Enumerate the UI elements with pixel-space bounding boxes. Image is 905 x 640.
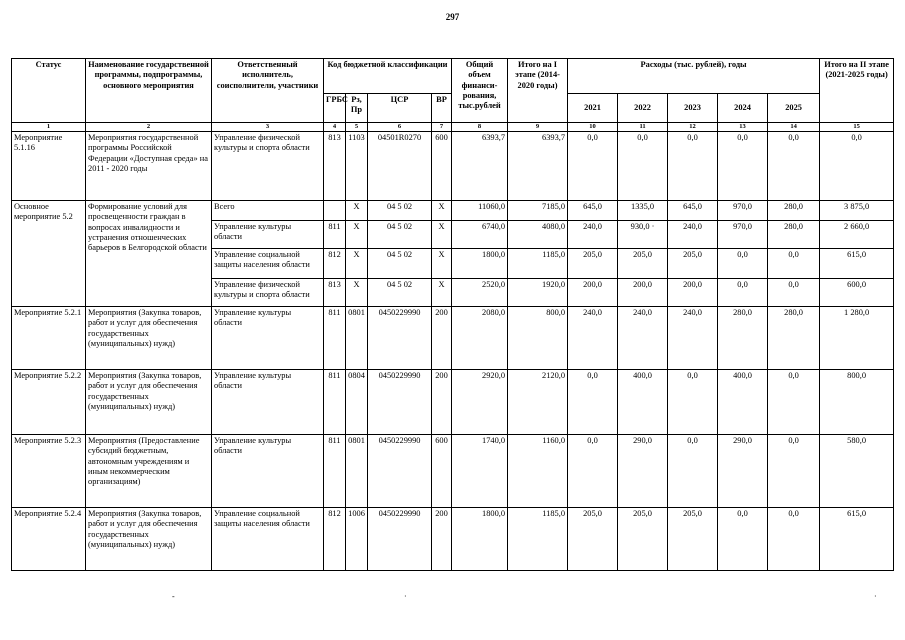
row-y2022: 290,0 xyxy=(618,435,668,508)
row-rzpr: Х xyxy=(346,221,368,249)
row-csr: 04 5 02 xyxy=(368,249,432,279)
column-number: 3 xyxy=(212,123,324,132)
header-vr: ВР xyxy=(432,94,452,123)
row-responsible: Управление культуры области xyxy=(212,221,324,249)
column-number: 5 xyxy=(346,123,368,132)
row-y2022: 0,0 xyxy=(618,132,668,201)
row-y2025: 0,0 xyxy=(768,435,820,508)
row-y2025: 0,0 xyxy=(768,132,820,201)
row-y2021: 0,0 xyxy=(568,435,618,508)
row-y2022: 1335,0 xyxy=(618,201,668,221)
row-csr: 0450229990 xyxy=(368,508,432,571)
row-rzpr: 1006 xyxy=(346,508,368,571)
column-number: 7 xyxy=(432,123,452,132)
row-y2024: 970,0 xyxy=(718,221,768,249)
row-y2022: 205,0 xyxy=(618,249,668,279)
row-total: 6740,0 xyxy=(452,221,508,249)
table-row xyxy=(12,370,894,435)
row-name: Мероприятия государственной программы Российской Федерации «Доступная среда» на 2011 - 2020 годы xyxy=(86,132,212,201)
row-y2023: 205,0 xyxy=(668,508,718,571)
row-y2025: 0,0 xyxy=(768,370,820,435)
row-stage2: 615,0 xyxy=(820,249,894,279)
row-vr: 200 xyxy=(432,370,452,435)
row-csr: 04501R0270 xyxy=(368,132,432,201)
row-csr: 0450229990 xyxy=(368,435,432,508)
row-y2023: 205,0 xyxy=(668,249,718,279)
row-rzpr: Х xyxy=(346,201,368,221)
row-stage1: 1185,0 xyxy=(508,249,568,279)
row-responsible: Управление физической культуры и спорта области xyxy=(212,132,324,201)
row-name: Мероприятия (Закупка товаров, работ и услуг для обеспечения государственных (муниципальных) нужд) xyxy=(86,370,212,435)
row-y2023: 0,0 xyxy=(668,132,718,201)
header-year: 2022 xyxy=(618,94,668,123)
row-stage1: 7185,0 xyxy=(508,201,568,221)
row-rzpr: Х xyxy=(346,249,368,279)
row-stage1: 6393,7 xyxy=(508,132,568,201)
row-y2023: 200,0 xyxy=(668,279,718,307)
row-responsible: Управление культуры области xyxy=(212,307,324,370)
row-total: 1800,0 xyxy=(452,508,508,571)
row-vr: Х xyxy=(432,201,452,221)
column-number: 15 xyxy=(820,123,894,132)
page-number: 297 xyxy=(445,12,460,22)
row-rzpr: Х xyxy=(346,279,368,307)
row-stage2: 580,0 xyxy=(820,435,894,508)
column-number: 12 xyxy=(668,123,718,132)
header-year: 2023 xyxy=(668,94,718,123)
table-row xyxy=(12,508,894,571)
row-grbs: 812 xyxy=(324,249,346,279)
row-vr: Х xyxy=(432,249,452,279)
column-number: 9 xyxy=(508,123,568,132)
header-year: 2021 xyxy=(568,94,618,123)
row-responsible: Управление культуры области xyxy=(212,370,324,435)
row-stage1: 800,0 xyxy=(508,307,568,370)
header-stage1: Итого на I этапе (2014-2020 годы) xyxy=(508,59,568,123)
row-y2024: 290,0 xyxy=(718,435,768,508)
column-number: 11 xyxy=(618,123,668,132)
row-stage1: 1160,0 xyxy=(508,435,568,508)
row-csr: 04 5 02 xyxy=(368,201,432,221)
row-y2025: 280,0 xyxy=(768,201,820,221)
budget-table xyxy=(11,58,894,571)
row-grbs: 811 xyxy=(324,370,346,435)
row-stage2: 0,0 xyxy=(820,132,894,201)
row-y2023: 240,0 xyxy=(668,221,718,249)
row-grbs: 811 xyxy=(324,221,346,249)
header-grbs: ГРБС xyxy=(324,94,346,123)
row-vr: 600 xyxy=(432,132,452,201)
row-y2021: 205,0 xyxy=(568,508,618,571)
row-csr: 04 5 02 xyxy=(368,279,432,307)
row-total: 2080,0 xyxy=(452,307,508,370)
row-rzpr: 1103 xyxy=(346,132,368,201)
row-rzpr: 0804 xyxy=(346,370,368,435)
row-stage1: 1920,0 xyxy=(508,279,568,307)
row-total: 2520,0 xyxy=(452,279,508,307)
row-name: Мероприятия (Закупка товаров, работ и услуг для обеспечения государственных (муниципальных) нужд) xyxy=(86,508,212,571)
row-y2024: 280,0 xyxy=(718,307,768,370)
column-number-row xyxy=(12,123,894,132)
row-total: 1800,0 xyxy=(452,249,508,279)
column-number: 8 xyxy=(452,123,508,132)
table-row xyxy=(12,435,894,508)
row-vr: Х xyxy=(432,279,452,307)
row-stage2: 1 280,0 xyxy=(820,307,894,370)
row-y2021: 0,0 xyxy=(568,132,618,201)
row-grbs xyxy=(324,201,346,221)
row-stage2: 3 875,0 xyxy=(820,201,894,221)
row-csr: 0450229990 xyxy=(368,307,432,370)
header-status: Статус xyxy=(12,59,86,123)
header-year: 2025 xyxy=(768,94,820,123)
row-stage2: 800,0 xyxy=(820,370,894,435)
row-vr: 200 xyxy=(432,508,452,571)
row-y2021: 645,0 xyxy=(568,201,618,221)
header-total: Общий объем финанси-рования, тыс.рублей xyxy=(452,59,508,123)
row-y2025: 0,0 xyxy=(768,279,820,307)
row-y2025: 0,0 xyxy=(768,508,820,571)
row-grbs: 811 xyxy=(324,435,346,508)
row-y2024: 0,0 xyxy=(718,279,768,307)
row-y2021: 205,0 xyxy=(568,249,618,279)
row-y2022: 200,0 xyxy=(618,279,668,307)
row-csr: 04 5 02 xyxy=(368,221,432,249)
row-grbs: 813 xyxy=(324,279,346,307)
row-y2023: 0,0 xyxy=(668,370,718,435)
row-y2024: 400,0 xyxy=(718,370,768,435)
row-y2022: 205,0 xyxy=(618,508,668,571)
row-stage1: 4080,0 xyxy=(508,221,568,249)
header-responsible: Ответственный исполнитель, соисполнители, участники xyxy=(212,59,324,123)
column-number: 4 xyxy=(324,123,346,132)
row-y2024: 970,0 xyxy=(718,201,768,221)
row-y2022: 930,0 · xyxy=(618,221,668,249)
row-responsible: Управление социальной защиты населения области xyxy=(212,508,324,571)
row-y2021: 240,0 xyxy=(568,221,618,249)
row-status: Мероприятие 5.2.1 xyxy=(12,307,86,370)
row-y2024: 0,0 xyxy=(718,249,768,279)
row-total: 11060,0 xyxy=(452,201,508,221)
column-number: 6 xyxy=(368,123,432,132)
table-row xyxy=(12,201,894,221)
row-stage1: 1185,0 xyxy=(508,508,568,571)
row-y2025: 280,0 xyxy=(768,307,820,370)
header-name: Наименование государственной программы, подпрограммы, основного мероприятия xyxy=(86,59,212,123)
row-name: Мероприятия (Закупка товаров, работ и услуг для обеспечения государственных (муниципальных) нужд) xyxy=(86,307,212,370)
row-y2023: 0,0 xyxy=(668,435,718,508)
footer-mark: - xyxy=(172,592,175,601)
row-name: Мероприятия (Предоставление субсидий бюджетным, автономным учреждениям и иным некоммерческим организациям) xyxy=(86,435,212,508)
row-y2022: 400,0 xyxy=(618,370,668,435)
row-grbs: 812 xyxy=(324,508,346,571)
table-row xyxy=(12,307,894,370)
row-total: 6393,7 xyxy=(452,132,508,201)
row-status: Мероприятие 5.2.3 xyxy=(12,435,86,508)
header-expenses: Расходы (тыс. рублей), годы xyxy=(568,59,820,94)
row-y2023: 240,0 xyxy=(668,307,718,370)
table-row xyxy=(12,132,894,201)
header-stage2: Итого на II этапе (2021-2025 годы) xyxy=(820,59,894,123)
row-status: Мероприятие 5.1.16 xyxy=(12,132,86,201)
row-vr: 200 xyxy=(432,307,452,370)
row-status: Мероприятие 5.2.4 xyxy=(12,508,86,571)
group-status: Основное мероприятие 5.2 xyxy=(12,201,86,307)
row-grbs: 813 xyxy=(324,132,346,201)
column-number: 13 xyxy=(718,123,768,132)
column-number: 1 xyxy=(12,123,86,132)
row-responsible: Всего xyxy=(212,201,324,221)
row-y2024: 0,0 xyxy=(718,132,768,201)
footer-mark: · xyxy=(874,592,877,601)
row-y2024: 0,0 xyxy=(718,508,768,571)
row-y2025: 280,0 xyxy=(768,221,820,249)
column-number: 10 xyxy=(568,123,618,132)
row-vr: Х xyxy=(432,221,452,249)
row-y2021: 240,0 xyxy=(568,307,618,370)
row-stage2: 600,0 xyxy=(820,279,894,307)
header-budget-code: Код бюджетной классификации xyxy=(324,59,452,94)
row-stage2: 615,0 xyxy=(820,508,894,571)
header-rzpr: Рз, Пр xyxy=(346,94,368,123)
header-year: 2024 xyxy=(718,94,768,123)
row-total: 1740,0 xyxy=(452,435,508,508)
row-responsible: Управление физической культуры и спорта области xyxy=(212,279,324,307)
row-rzpr: 0801 xyxy=(346,435,368,508)
column-number: 2 xyxy=(86,123,212,132)
row-status: Мероприятие 5.2.2 xyxy=(12,370,86,435)
row-csr: 0450229990 xyxy=(368,370,432,435)
row-total: 2920,0 xyxy=(452,370,508,435)
row-responsible: Управление социальной защиты населения области xyxy=(212,249,324,279)
header-csr: ЦСР xyxy=(368,94,432,123)
footer-mark: · xyxy=(404,592,407,601)
row-y2025: 0,0 xyxy=(768,249,820,279)
column-number: 14 xyxy=(768,123,820,132)
row-stage1: 2120,0 xyxy=(508,370,568,435)
row-grbs: 811 xyxy=(324,307,346,370)
row-y2023: 645,0 xyxy=(668,201,718,221)
group-name: Формирование условий для просвещенности граждан в вопросах инвалидности и устранения отношенческих барьеров в Белгородской области xyxy=(86,201,212,307)
row-responsible: Управление культуры области xyxy=(212,435,324,508)
row-rzpr: 0801 xyxy=(346,307,368,370)
row-vr: 600 xyxy=(432,435,452,508)
row-y2021: 200,0 xyxy=(568,279,618,307)
row-stage2: 2 660,0 xyxy=(820,221,894,249)
row-y2021: 0,0 xyxy=(568,370,618,435)
row-y2022: 240,0 xyxy=(618,307,668,370)
